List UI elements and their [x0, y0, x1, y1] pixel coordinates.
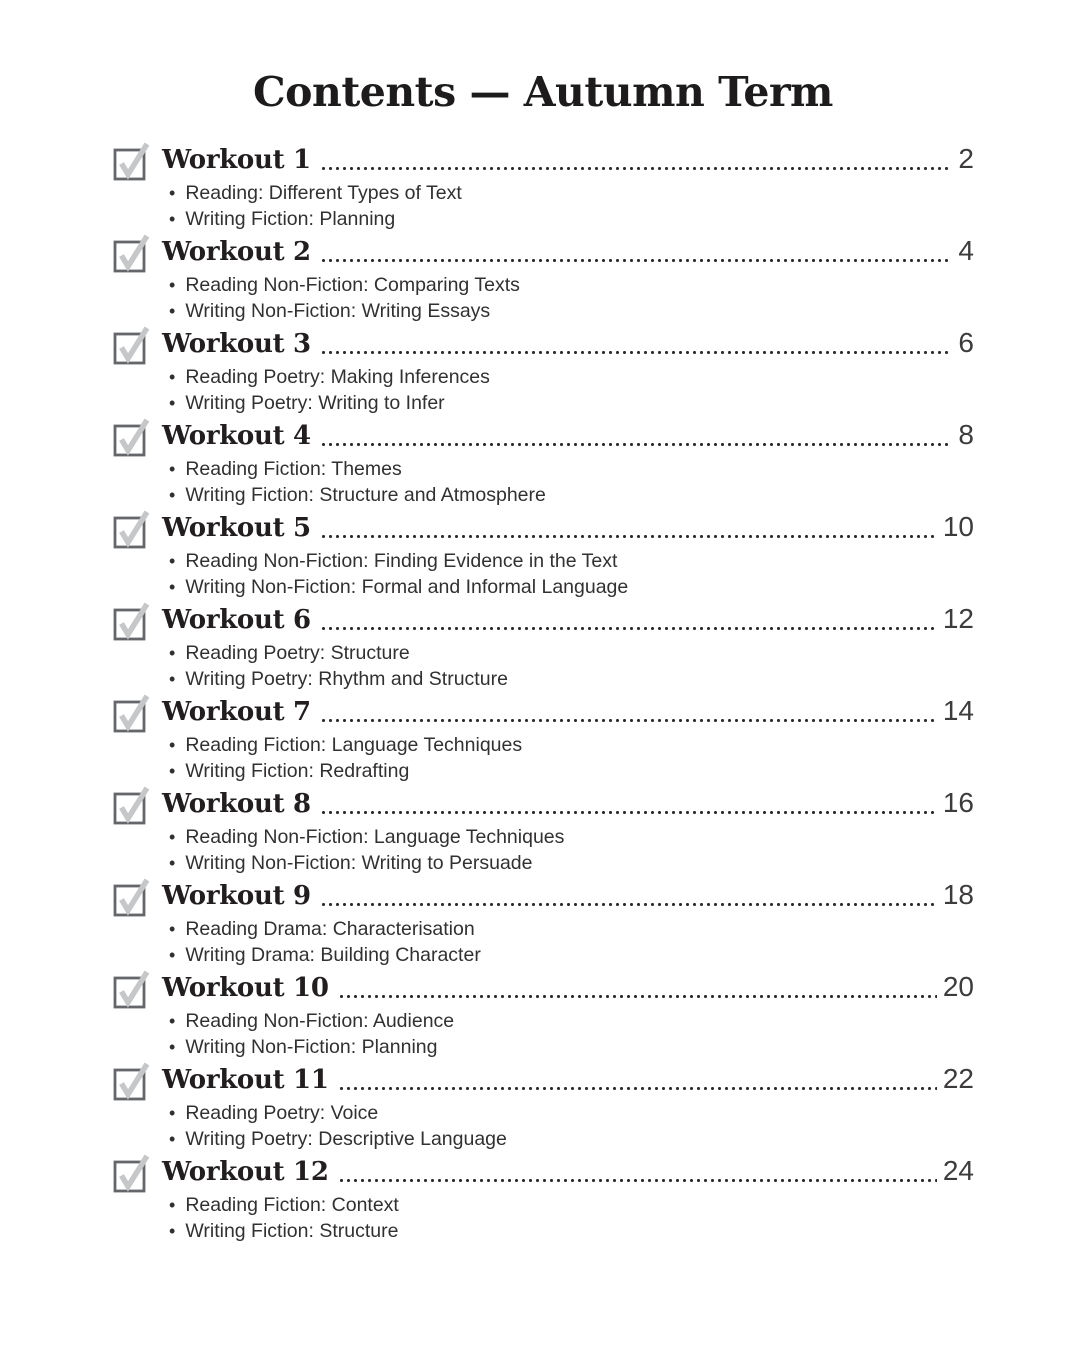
topic-item — [169, 299, 974, 325]
page-number: 14 — [942, 695, 974, 726]
checkmark-icon — [112, 415, 153, 458]
entry-body — [162, 603, 974, 692]
checkmark-icon — [112, 139, 153, 182]
checkbox-checked — [112, 511, 153, 600]
dotted-leader — [338, 971, 937, 1005]
entry-body — [162, 787, 974, 876]
entry-body — [162, 235, 974, 324]
toc-entry — [112, 879, 974, 971]
topic-item — [169, 1101, 974, 1127]
workout-title: Workout 3 — [162, 329, 311, 359]
workout-title: Workout 11 — [162, 1065, 329, 1095]
topic-item — [169, 391, 974, 417]
topic-text: Reading Fiction: Themes — [185, 458, 402, 480]
topic-item — [169, 273, 974, 299]
entry-body — [162, 143, 974, 232]
entry-header — [162, 787, 974, 821]
topic-text: Writing Fiction: Structure — [185, 1219, 399, 1242]
topic-text: Reading Drama: Characterisation — [185, 918, 475, 940]
topic-text: Writing Fiction: Planning — [185, 207, 396, 230]
workout-title: Workout 1 — [162, 145, 311, 175]
bullet-icon: • — [169, 643, 176, 663]
checkmark-icon — [112, 1151, 153, 1194]
bullet-icon: • — [169, 300, 176, 321]
topic-list — [162, 181, 974, 232]
bullet-icon: • — [169, 944, 176, 965]
checkmark-icon — [112, 691, 153, 734]
dotted-leader — [320, 419, 953, 453]
topic-text: Reading Poetry: Making Inferences — [185, 366, 490, 388]
workout-title: Workout 12 — [162, 1157, 329, 1187]
bullet-icon: • — [169, 668, 176, 689]
bullet-icon: • — [169, 1103, 176, 1123]
entry-header — [162, 971, 974, 1005]
checkbox-checked — [112, 419, 153, 508]
toc-entry — [112, 971, 974, 1063]
checkbox-checked — [112, 1155, 153, 1244]
entry-body — [162, 879, 974, 968]
topic-list — [162, 1193, 974, 1244]
checkbox-checked — [112, 603, 153, 692]
bullet-icon: • — [169, 760, 176, 781]
dotted-leader — [320, 327, 953, 361]
page-number: 12 — [942, 603, 974, 634]
checkbox-checked — [112, 235, 153, 324]
page-number: 8 — [958, 419, 974, 450]
toc-list — [112, 143, 974, 1247]
entry-body — [162, 1155, 974, 1244]
toc-entry — [112, 603, 974, 695]
checkbox-checked — [112, 1063, 153, 1152]
topic-list — [162, 549, 974, 600]
checkbox-checked — [112, 327, 153, 416]
topic-list — [162, 641, 974, 692]
topic-item — [169, 575, 974, 601]
topic-item — [169, 943, 974, 969]
topic-item — [169, 181, 974, 207]
topic-item — [169, 759, 974, 785]
topic-item — [169, 207, 974, 233]
dotted-leader — [320, 511, 937, 545]
workout-title: Workout 5 — [162, 513, 311, 543]
page-number: 24 — [942, 1155, 974, 1186]
bullet-icon: • — [169, 459, 176, 479]
topic-text: Reading Non-Fiction: Finding Evidence in the Text — [185, 550, 618, 572]
bullet-icon: • — [169, 367, 176, 387]
topic-list — [162, 825, 974, 876]
bullet-icon: • — [169, 484, 176, 505]
entry-body — [162, 327, 974, 416]
dotted-leader — [338, 1063, 937, 1097]
topic-item — [169, 549, 974, 575]
page-number: 22 — [942, 1063, 974, 1094]
topic-list — [162, 457, 974, 508]
checkmark-icon — [112, 875, 153, 918]
dotted-leader — [320, 879, 937, 913]
entry-header — [162, 695, 974, 729]
dotted-leader — [338, 1155, 937, 1189]
workout-title: Workout 6 — [162, 605, 311, 635]
topic-text: Reading Poetry: Structure — [185, 642, 410, 664]
checkbox-checked — [112, 695, 153, 784]
topic-list — [162, 365, 974, 416]
entry-header — [162, 511, 974, 545]
checkbox-checked — [112, 971, 153, 1060]
bullet-icon: • — [169, 1011, 176, 1031]
workout-title: Workout 7 — [162, 697, 311, 727]
bullet-icon: • — [169, 392, 176, 413]
page-number: 2 — [958, 143, 974, 174]
topic-list — [162, 273, 974, 324]
topic-item — [169, 917, 974, 943]
topic-text: Writing Non-Fiction: Planning — [185, 1035, 438, 1058]
checkbox-checked — [112, 879, 153, 968]
topic-text: Writing Poetry: Writing to Infer — [185, 391, 445, 414]
bullet-icon: • — [169, 1036, 176, 1057]
topic-item — [169, 1009, 974, 1035]
topic-item — [169, 641, 974, 667]
entry-body — [162, 419, 974, 508]
entry-body — [162, 695, 974, 784]
bullet-icon: • — [169, 551, 176, 571]
bullet-icon: • — [169, 1220, 176, 1241]
page-title: Contents — Autumn Term — [253, 68, 833, 116]
topic-list — [162, 1101, 974, 1152]
dotted-leader — [320, 143, 953, 177]
topic-text: Reading Non-Fiction: Audience — [185, 1010, 455, 1032]
toc-entry — [112, 695, 974, 787]
toc-entry — [112, 143, 974, 235]
topic-text: Writing Non-Fiction: Writing to Persuade — [185, 851, 533, 874]
entry-header — [162, 327, 974, 361]
topic-item — [169, 1219, 974, 1245]
page-number: 6 — [958, 327, 974, 358]
topic-item — [169, 1127, 974, 1153]
topic-item — [169, 851, 974, 877]
topic-text: Reading Poetry: Voice — [185, 1102, 379, 1124]
toc-entry — [112, 1155, 974, 1247]
workout-title: Workout 10 — [162, 973, 329, 1003]
bullet-icon: • — [169, 1195, 176, 1215]
toc-entry — [112, 419, 974, 511]
topic-text: Reading Non-Fiction: Comparing Texts — [185, 274, 520, 296]
entry-header — [162, 1155, 974, 1189]
workout-title: Workout 8 — [162, 789, 311, 819]
topic-text: Writing Fiction: Structure and Atmosphere — [185, 483, 546, 506]
checkmark-icon — [112, 599, 153, 642]
topic-list — [162, 733, 974, 784]
entry-body — [162, 1063, 974, 1152]
checkbox-checked — [112, 787, 153, 876]
toc-entry — [112, 235, 974, 327]
topic-item — [169, 365, 974, 391]
bullet-icon: • — [169, 576, 176, 597]
topic-text: Writing Fiction: Redrafting — [185, 759, 410, 782]
entry-header — [162, 879, 974, 913]
page-number: 20 — [942, 971, 974, 1002]
page-number: 4 — [958, 235, 974, 266]
workout-title: Workout 2 — [162, 237, 311, 267]
checkbox-checked — [112, 143, 153, 232]
topic-item — [169, 825, 974, 851]
checkmark-icon — [112, 231, 153, 274]
entry-body — [162, 971, 974, 1060]
entry-body — [162, 511, 974, 600]
topic-item — [169, 733, 974, 759]
topic-item — [169, 667, 974, 693]
checkmark-icon — [112, 323, 153, 366]
workout-title: Workout 4 — [162, 421, 311, 451]
topic-text: Writing Non-Fiction: Writing Essays — [185, 299, 491, 322]
dotted-leader — [320, 695, 937, 729]
workout-title: Workout 9 — [162, 881, 311, 911]
checkmark-icon — [112, 1059, 153, 1102]
dotted-leader — [320, 235, 953, 269]
topic-list — [162, 1009, 974, 1060]
bullet-icon: • — [169, 1128, 176, 1149]
toc-entry — [112, 787, 974, 879]
bullet-icon: • — [169, 183, 176, 203]
topic-item — [169, 457, 974, 483]
entry-header — [162, 419, 974, 453]
topic-text: Writing Drama: Building Character — [185, 943, 481, 966]
bullet-icon: • — [169, 735, 176, 755]
topic-text: Writing Poetry: Rhythm and Structure — [185, 667, 508, 690]
bullet-icon: • — [169, 208, 176, 229]
topic-item — [169, 1193, 974, 1219]
dotted-leader — [320, 787, 937, 821]
entry-header — [162, 235, 974, 269]
topic-text: Reading: Different Types of Text — [185, 182, 462, 204]
topic-text: Writing Poetry: Descriptive Language — [185, 1127, 507, 1150]
bullet-icon: • — [169, 919, 176, 939]
entry-header — [162, 1063, 974, 1097]
bullet-icon: • — [169, 852, 176, 873]
toc-entry — [112, 1063, 974, 1155]
checkmark-icon — [112, 967, 153, 1010]
checkmark-icon — [112, 507, 153, 550]
page-number: 16 — [942, 787, 974, 818]
entry-header — [162, 603, 974, 637]
bullet-icon: • — [169, 275, 176, 295]
toc-entry — [112, 327, 974, 419]
page-number: 18 — [942, 879, 974, 910]
page-number: 10 — [942, 511, 974, 542]
topic-text: Reading Fiction: Context — [185, 1194, 399, 1216]
topic-text: Reading Non-Fiction: Language Techniques — [185, 826, 565, 848]
topic-text: Writing Non-Fiction: Formal and Informal Language — [185, 575, 629, 598]
checkmark-icon — [112, 783, 153, 826]
topic-list — [162, 917, 974, 968]
entry-header — [162, 143, 974, 177]
topic-item — [169, 483, 974, 509]
dotted-leader — [320, 603, 937, 637]
bullet-icon: • — [169, 827, 176, 847]
toc-entry — [112, 511, 974, 603]
topic-item — [169, 1035, 974, 1061]
topic-text: Reading Fiction: Language Techniques — [185, 734, 523, 756]
